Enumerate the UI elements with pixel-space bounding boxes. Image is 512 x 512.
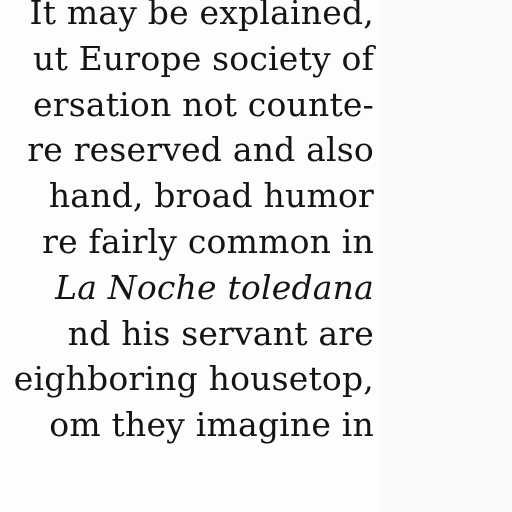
text-line-7 xyxy=(0,265,374,311)
text-line-2: ut Europe society of xyxy=(33,38,374,78)
text-line-6: re fairly common in xyxy=(42,221,374,261)
text-line-5: hand, broad humor xyxy=(48,176,374,216)
text-line-4: re reserved and also xyxy=(27,130,374,170)
text-line-9: eighboring housetop, xyxy=(13,359,374,399)
text-line-1: It may be explained, xyxy=(29,0,374,32)
text-line-8: nd his servant are xyxy=(67,313,374,353)
text-line-10: om they imagine in xyxy=(49,405,374,445)
text-line-3: ersation not counte- xyxy=(32,84,374,124)
italic-title: La Noche toledana xyxy=(55,267,374,307)
page-margin xyxy=(380,0,512,512)
